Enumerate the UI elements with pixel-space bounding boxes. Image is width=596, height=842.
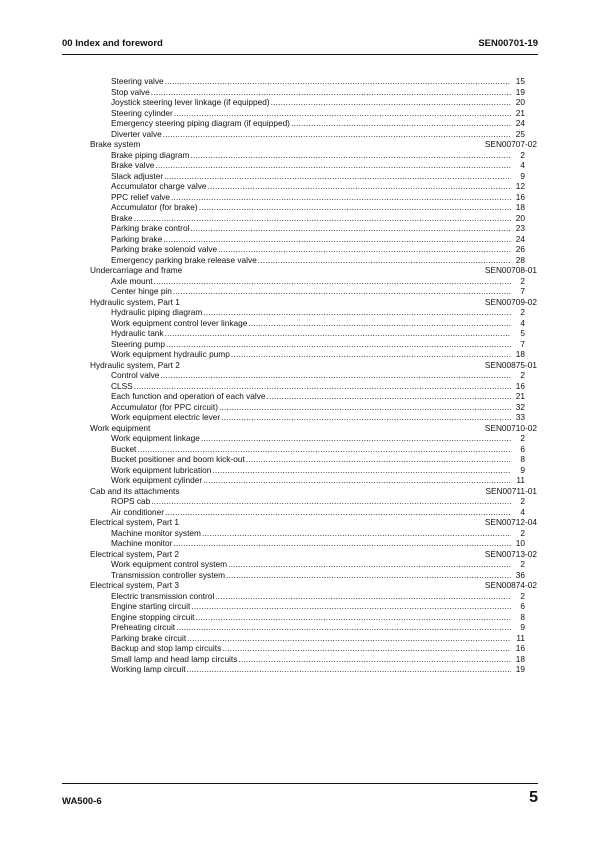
toc-entry-title: Brake piping diagram (111, 149, 190, 160)
toc-entry (90, 244, 525, 255)
toc-section-title: Hydraulic system, Part 2 (90, 359, 180, 370)
toc-entry-title: Backup and stop lamp circuits (111, 643, 222, 653)
toc-entry-page: 2 (520, 496, 525, 506)
toc-entry-page: 18 (515, 202, 525, 212)
toc-entry (90, 412, 525, 423)
toc-entry-page: 19 (515, 664, 525, 674)
toc-entry (90, 496, 525, 507)
toc-entry-page: 11 (516, 632, 525, 643)
toc-entry-page: 2 (520, 559, 525, 569)
toc-entry-page: 15 (515, 76, 525, 86)
toc-entry (90, 622, 525, 633)
toc-section-title: Cab and its attachments (90, 485, 180, 496)
toc-entry-title: Parking brake circuit (111, 632, 187, 643)
toc-entry-title: Bucket (111, 443, 137, 454)
toc-entry-title: Bucket positioner and boom kick-out (111, 454, 245, 464)
toc-entry-title: ROPS cab (111, 496, 151, 506)
toc-entry-title: Brake (111, 212, 133, 223)
dot-leader (160, 370, 511, 381)
dot-leader (151, 87, 511, 98)
toc-entry-title: Parking brake (111, 233, 163, 244)
toc-entry-title: Work equipment linkage (111, 433, 200, 443)
footer-model: WA500-6 (62, 796, 102, 807)
toc-section (90, 517, 537, 528)
toc-section-title: Undercarriage and frame (90, 265, 183, 275)
dot-leader (165, 507, 511, 518)
dot-leader (163, 129, 511, 140)
toc-entry (90, 160, 525, 171)
toc-entry-page: 7 (520, 286, 525, 296)
toc-entry (90, 318, 525, 329)
toc-entry-page: 2 (520, 370, 525, 380)
toc-entry-page: 16 (515, 380, 525, 391)
toc-entry-page: 33 (515, 412, 525, 422)
toc-entry (90, 601, 525, 612)
toc-entry-page: 2 (520, 433, 525, 443)
toc-section (90, 360, 537, 371)
toc-section (90, 265, 537, 276)
toc-entry-title: Work equipment lubrication (111, 464, 212, 475)
toc-entry (90, 150, 525, 161)
toc-entry-page: 21 (515, 391, 525, 401)
toc-entry (90, 87, 525, 98)
toc-section (90, 297, 537, 308)
dot-leader (154, 276, 511, 287)
dot-leader (207, 181, 511, 192)
dot-leader (202, 528, 511, 539)
toc-entry-title: Work equipment electric lever (111, 412, 221, 422)
toc-entry (90, 612, 525, 623)
toc-entry-title: Small lamp and head lamp circuits (111, 653, 238, 664)
toc-entry-title: Axle mount (111, 275, 153, 286)
toc-section-title: Brake system (90, 139, 141, 149)
toc-entry-title: Parking brake solenoid valve (111, 244, 218, 254)
toc-entry-title: Preheating circuit (111, 622, 176, 632)
toc-entry-title: Accumulator (for brake) (111, 202, 198, 212)
toc-entry-title: Steering valve (111, 76, 164, 86)
toc-entry-title: PPC relief valve (111, 191, 171, 202)
dot-leader (258, 255, 511, 266)
toc-entry (90, 255, 525, 266)
toc-entry (90, 433, 525, 444)
toc-entry (90, 118, 525, 129)
toc-entry (90, 475, 525, 486)
dot-leader (291, 118, 511, 129)
toc-entry-title: Accumulator (for PPC circuit) (111, 401, 218, 412)
toc-entry-page: 25 (515, 128, 525, 139)
toc-entry (90, 643, 525, 654)
toc-entry-title: Each function and operation of each valve (111, 391, 266, 401)
dot-leader (173, 538, 511, 549)
toc-entry-title: Emergency steering piping diagram (if equipped) (111, 118, 290, 128)
toc-entry-page: 5 (520, 328, 525, 338)
dot-leader (219, 402, 511, 413)
toc-entry-page: 16 (515, 643, 525, 653)
footer-rule (62, 783, 538, 784)
toc-entry-page: 7 (520, 338, 525, 349)
toc-entry-page: 18 (515, 349, 525, 359)
dot-leader (226, 570, 511, 581)
toc-entry-title: Work equipment cylinder (111, 475, 203, 485)
toc-entry-page: 2 (520, 527, 525, 538)
dot-leader (215, 591, 511, 602)
toc-entry-page: 20 (515, 97, 525, 107)
toc-entry (90, 307, 525, 318)
toc-entry-page: 2 (520, 590, 525, 601)
toc-entry-page: 9 (520, 464, 525, 475)
dot-leader (171, 192, 511, 203)
toc-entry-page: 24 (515, 118, 525, 128)
toc-entry (90, 654, 525, 665)
dot-leader (271, 97, 511, 108)
toc-entry-page: 9 (520, 170, 525, 181)
toc-entry-page: 9 (520, 622, 525, 632)
toc-entry (90, 591, 525, 602)
dot-leader (166, 339, 511, 350)
toc-entry (90, 507, 525, 518)
toc-entry (90, 528, 525, 539)
dot-leader (151, 496, 511, 507)
toc-section (90, 486, 537, 497)
toc-entry (90, 223, 525, 234)
toc-section (90, 580, 537, 591)
dot-leader (176, 622, 511, 633)
dot-leader (246, 454, 511, 465)
footer-page-number: 5 (529, 789, 538, 806)
dot-leader (190, 150, 511, 161)
toc-section-title: Hydraulic system, Part 1 (90, 296, 180, 307)
toc-entry-page: 6 (520, 601, 525, 611)
toc-entry-page: 8 (520, 454, 525, 464)
dot-leader (231, 349, 511, 360)
toc-entry-title: Electric transmission control (111, 590, 215, 601)
toc-entry (90, 402, 525, 413)
toc-entry (90, 108, 525, 119)
toc-entry-page: 2 (520, 307, 525, 317)
toc-entry-page: 36 (515, 569, 525, 580)
toc-entry-page: 32 (515, 401, 525, 412)
dot-leader (155, 160, 511, 171)
dot-leader (173, 286, 511, 297)
toc-entry-page: 24 (515, 233, 525, 244)
toc-entry (90, 276, 525, 287)
toc-entry-page: 2 (520, 275, 525, 286)
dot-leader (187, 633, 511, 644)
toc-entry (90, 559, 525, 570)
toc-entry-title: Emergency parking brake release valve (111, 254, 257, 265)
toc-entry (90, 129, 525, 140)
toc-entry-page: 11 (516, 475, 525, 485)
header-rule (62, 54, 538, 55)
toc-entry-page: 4 (520, 160, 525, 170)
toc-entry (90, 570, 525, 581)
dot-leader (221, 412, 511, 423)
toc-section-title: Electrical system, Part 3 (90, 580, 179, 590)
toc-section-code: SEN00707-02 (484, 139, 537, 149)
toc-entry (90, 286, 525, 297)
dot-leader (137, 444, 511, 455)
toc-entry-page: 19 (515, 86, 525, 97)
toc-entry (90, 339, 525, 350)
toc-entry (90, 181, 525, 192)
toc-entry-page: 6 (520, 443, 525, 454)
toc-entry-title: Control valve (111, 370, 160, 380)
toc-entry-title: Working lamp circuit (111, 664, 186, 674)
toc-entry-page: 28 (515, 254, 525, 265)
toc-entry (90, 381, 525, 392)
toc-entry-page: 21 (515, 107, 525, 118)
toc-entry-title: Transmission controller system (111, 569, 226, 580)
toc-entry-title: Work equipment control system (111, 559, 228, 569)
toc-entry-title: Steering cylinder (111, 107, 173, 118)
toc-section-code: SEN00710-02 (484, 422, 537, 433)
table-of-contents (90, 76, 537, 675)
toc-entry (90, 538, 525, 549)
toc-entry-page: 23 (515, 223, 525, 233)
toc-entry-title: Engine starting circuit (111, 601, 191, 611)
dot-leader (203, 475, 511, 486)
toc-entry-page: 8 (520, 611, 525, 622)
toc-section-code: SEN00708-01 (484, 265, 537, 275)
toc-section-code: SEN00712-04 (484, 517, 537, 527)
toc-entry (90, 664, 525, 675)
toc-entry-page: 26 (515, 244, 525, 254)
toc-entry-page: 18 (515, 653, 525, 664)
dot-leader (165, 76, 511, 87)
dot-leader (191, 601, 511, 612)
toc-entry-title: Work equipment control lever linkage (111, 317, 248, 328)
toc-section-code: SEN00711-01 (485, 485, 537, 496)
toc-entry-page: 2 (520, 149, 525, 160)
toc-entry (90, 633, 525, 644)
dot-leader (218, 244, 511, 255)
toc-entry-page: 4 (520, 317, 525, 328)
toc-entry (90, 444, 525, 455)
toc-entry-title: Machine monitor (111, 538, 173, 548)
toc-entry (90, 202, 525, 213)
dot-leader (164, 171, 511, 182)
dot-leader (248, 318, 511, 329)
dot-leader (134, 381, 511, 392)
dot-leader (187, 664, 511, 675)
dot-leader (163, 234, 511, 245)
toc-entry-title: CLSS (111, 380, 133, 391)
toc-entry-title: Machine monitor system (111, 527, 201, 538)
toc-entry-title: Stop valve (111, 86, 150, 97)
toc-entry-title: Air conditioner (111, 506, 165, 517)
toc-entry-title: Center hinge pin (111, 286, 172, 296)
toc-entry (90, 454, 525, 465)
dot-leader (203, 307, 511, 318)
toc-entry-title: Hydraulic piping diagram (111, 307, 203, 317)
dot-leader (267, 391, 511, 402)
toc-section-code: SEN00874-02 (484, 580, 537, 590)
toc-entry-page: 12 (515, 181, 525, 191)
dot-leader (199, 202, 511, 213)
toc-section-code: SEN00875-01 (484, 359, 537, 370)
toc-entry (90, 234, 525, 245)
toc-entry-title: Steering pump (111, 338, 165, 349)
toc-entry (90, 97, 525, 108)
dot-leader (222, 643, 511, 654)
toc-entry-title: Brake valve (111, 160, 155, 170)
toc-entry (90, 391, 525, 402)
toc-section-title: Electrical system, Part 1 (90, 517, 179, 527)
toc-entry (90, 76, 525, 87)
header-doc-code: SEN00701-19 (478, 38, 538, 49)
dot-leader (228, 559, 511, 570)
dot-leader (134, 213, 511, 224)
dot-leader (165, 328, 511, 339)
toc-entry-page: 4 (520, 506, 525, 517)
dot-leader (201, 433, 511, 444)
toc-entry-title: Slack adjuster (111, 170, 164, 181)
toc-entry (90, 171, 525, 182)
toc-section (90, 423, 537, 434)
toc-section-title: Work equipment (90, 422, 151, 433)
dot-leader (195, 612, 511, 623)
toc-section (90, 549, 537, 560)
toc-entry-title: Work equipment hydraulic pump (111, 349, 230, 359)
toc-section-code: SEN00713-02 (484, 548, 537, 559)
toc-section (90, 139, 537, 150)
toc-entry (90, 213, 525, 224)
dot-leader (190, 223, 511, 234)
header-section-title: 00 Index and foreword (62, 38, 163, 49)
toc-entry (90, 349, 525, 360)
toc-section-title: Electrical system, Part 2 (90, 548, 179, 559)
page-header (62, 38, 538, 52)
toc-entry (90, 370, 525, 381)
toc-section-code: SEN00709-02 (484, 296, 537, 307)
toc-entry-title: Accumulator charge valve (111, 181, 207, 191)
toc-entry-page: 10 (515, 538, 525, 548)
toc-entry-page: 20 (515, 212, 525, 223)
dot-leader (238, 654, 511, 665)
toc-entry (90, 465, 525, 476)
toc-entry (90, 328, 525, 339)
dot-leader (174, 108, 511, 119)
toc-entry-title: Engine stopping circuit (111, 611, 195, 622)
toc-entry-title: Diverter valve (111, 128, 162, 139)
toc-entry-title: Parking brake control (111, 223, 190, 233)
toc-entry-title: Hydraulic tank (111, 328, 164, 338)
toc-entry-page: 16 (515, 191, 525, 202)
toc-entry (90, 192, 525, 203)
dot-leader (212, 465, 511, 476)
toc-entry-title: Joystick steering lever linkage (if equipped) (111, 97, 270, 107)
